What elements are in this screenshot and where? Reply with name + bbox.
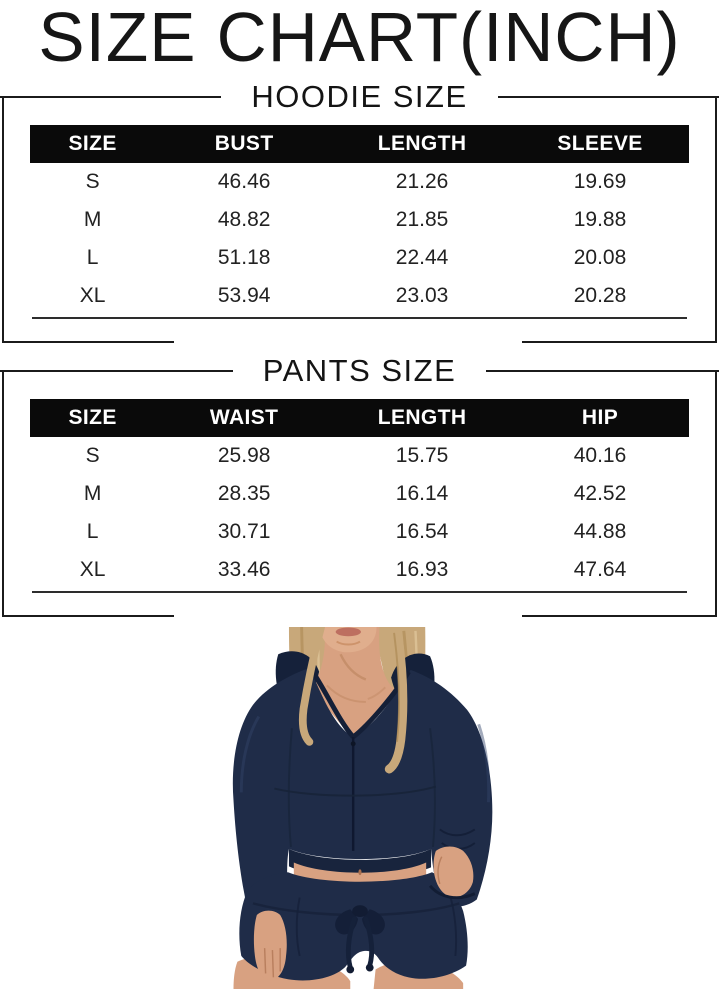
heading-rule-right xyxy=(498,96,719,98)
measurement-cell: 44.88 xyxy=(573,520,627,543)
heading-rule-left xyxy=(0,370,233,372)
measurement-cell: 20.08 xyxy=(573,246,627,269)
size-label-cell: S xyxy=(85,170,100,193)
column-header-bust: BUST xyxy=(214,132,274,155)
measurement-cell: 21.85 xyxy=(395,208,449,231)
measurement-cell: 51.18 xyxy=(217,246,271,269)
pants-table-frame xyxy=(2,371,717,617)
measurement-cell: 20.28 xyxy=(573,284,627,307)
frame-bottom-left-segment xyxy=(2,615,174,617)
pants-table-header xyxy=(30,399,689,437)
measurement-cell: 47.64 xyxy=(573,558,627,581)
table-row xyxy=(30,239,689,277)
column-header-waist: WAIST xyxy=(209,406,279,429)
size-label-cell: L xyxy=(86,246,99,269)
table-row xyxy=(30,475,689,513)
product-photo xyxy=(190,627,530,989)
measurement-cell: 22.44 xyxy=(395,246,449,269)
pants-size-section xyxy=(0,353,719,617)
measurement-cell: 21.26 xyxy=(395,170,449,193)
model-illustration xyxy=(190,627,530,989)
hoodie-table-frame xyxy=(2,97,717,343)
measurement-cell: 15.75 xyxy=(395,444,449,467)
measurement-cell: 28.35 xyxy=(217,482,271,505)
pants-section-title: PANTS SIZE xyxy=(262,353,457,388)
size-label-cell: M xyxy=(83,482,102,505)
measurement-cell: 48.82 xyxy=(217,208,271,231)
frame-bottom-right-segment xyxy=(522,615,717,617)
frame-bottom-left-segment xyxy=(2,341,174,343)
frame-bottom-border xyxy=(2,341,717,343)
column-header-size: SIZE xyxy=(68,406,117,429)
measurement-cell: 42.52 xyxy=(573,482,627,505)
frame-bottom-right-segment xyxy=(522,341,717,343)
measurement-cell: 30.71 xyxy=(217,520,271,543)
measurement-cell: 16.93 xyxy=(395,558,449,581)
measurement-cell: 53.94 xyxy=(217,284,271,307)
measurement-cell: 25.98 xyxy=(217,444,271,467)
measurement-cell: 40.16 xyxy=(573,444,627,467)
column-header-sleeve: SLEEVE xyxy=(557,132,643,155)
measurement-cell: 19.69 xyxy=(573,170,627,193)
size-label-cell: L xyxy=(86,520,99,543)
measurement-cell: 19.88 xyxy=(573,208,627,231)
hoodie-table-header xyxy=(30,125,689,163)
table-bottom-rule xyxy=(32,591,687,593)
size-label-cell: M xyxy=(83,208,102,231)
column-header-hip: HIP xyxy=(581,406,619,429)
table-row xyxy=(30,163,689,201)
heading-rule-right xyxy=(486,370,719,372)
measurement-cell: 16.14 xyxy=(395,482,449,505)
hoodie-size-section xyxy=(0,79,719,343)
size-label-cell: S xyxy=(85,444,100,467)
frame-bottom-border xyxy=(2,615,717,617)
measurement-cell: 16.54 xyxy=(395,520,449,543)
column-header-length: LENGTH xyxy=(377,132,467,155)
table-row xyxy=(30,437,689,475)
page-title: SIZE CHART(INCH) xyxy=(38,0,681,76)
table-row xyxy=(30,513,689,551)
hoodie-section-title: HOODIE SIZE xyxy=(251,79,468,114)
column-header-length: LENGTH xyxy=(377,406,467,429)
table-row xyxy=(30,551,689,589)
measurement-cell: 33.46 xyxy=(217,558,271,581)
table-row xyxy=(30,277,689,315)
measurement-cell: 23.03 xyxy=(395,284,449,307)
size-label-cell: XL xyxy=(79,558,106,581)
table-bottom-rule xyxy=(32,317,687,319)
pants-section-heading xyxy=(0,353,719,389)
table-row xyxy=(30,201,689,239)
heading-rule-left xyxy=(0,96,221,98)
measurement-cell: 46.46 xyxy=(217,170,271,193)
size-label-cell: XL xyxy=(79,284,106,307)
column-header-size: SIZE xyxy=(68,132,117,155)
hoodie-section-heading xyxy=(0,79,719,115)
